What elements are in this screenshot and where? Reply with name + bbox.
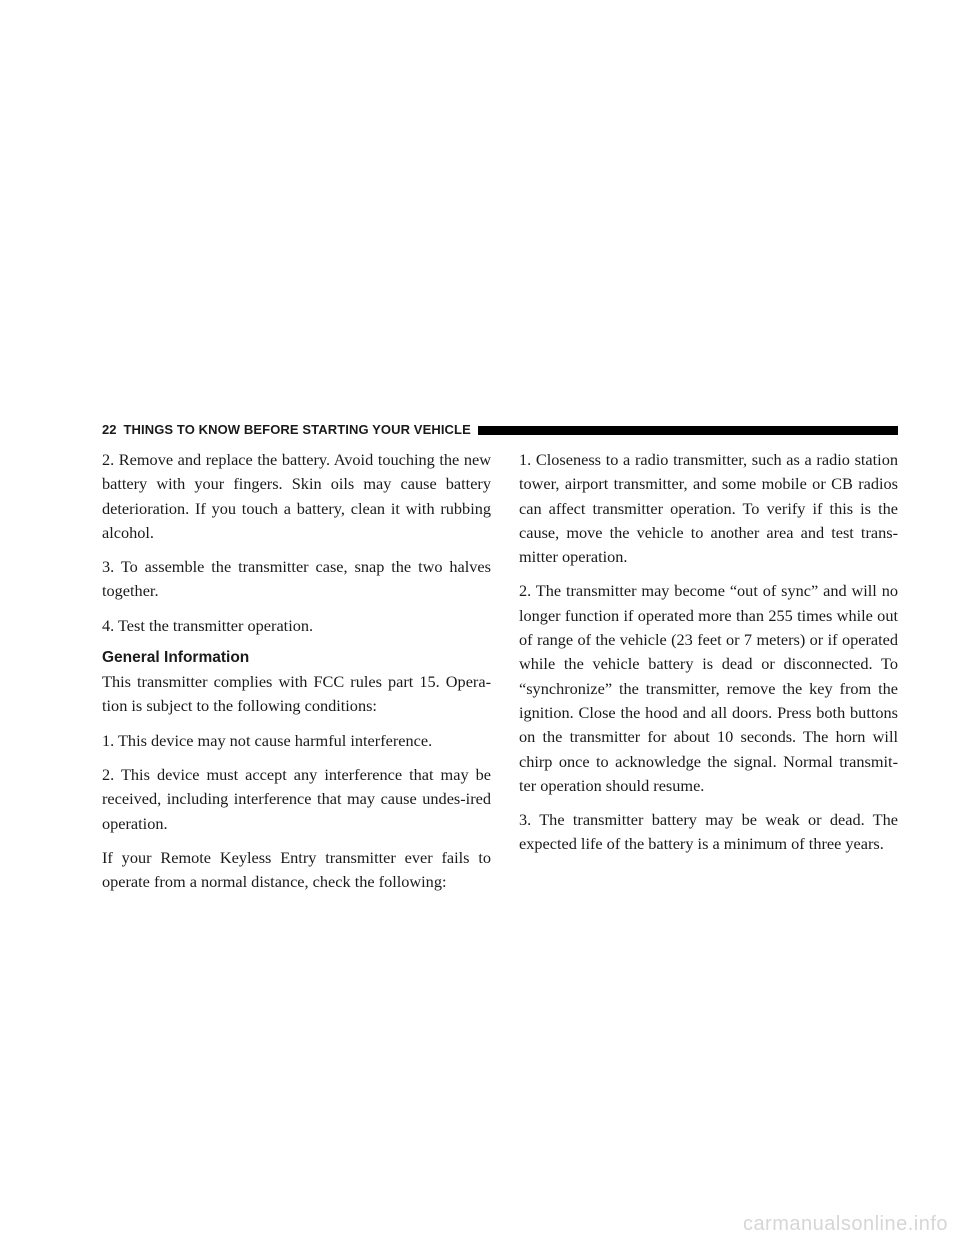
paragraph-radio-closeness: 1. Closeness to a radio transmitter, such as a radio station tower, airport transmitter, and some mobile or CB radios can affect transmitter operation. To verify if this is the cause, move the vehicle to another area and test trans-mitter operation. <box>519 450 898 567</box>
paragraph-test-operation: 4. Test the transmitter operation. <box>102 615 314 635</box>
right-column <box>519 448 898 867</box>
paragraph-battery-weak: 3. The transmitter battery may be weak or dead. The expected life of the battery is a minimum of three years. <box>519 810 898 854</box>
watermark: carmanualsonline.info <box>742 1213 948 1235</box>
paragraph-assemble-case: 3. To assemble the transmitter case, snap the two halves together. <box>102 557 491 601</box>
left-column <box>102 448 491 904</box>
paragraph-replace-battery: 2. Remove and replace the battery. Avoid touching the new battery with your fingers. Skin oils may cause battery deterioration. If you touch a battery, clean it with rubbing alcohol. <box>102 450 491 542</box>
header-rule <box>478 426 898 435</box>
paragraph-condition-1: 1. This device may not cause harmful interference. <box>102 730 433 750</box>
paragraph-out-of-sync: 2. The transmitter may become “out of sync” and will no longer function if operated more than 255 times while out of range of the vehicle (23 feet or 7 meters) or if operated while the vehicle battery is dead or disconnected. To “synchronize” the transmitter, remove the key from the ignition. Close the hood and all doors. Press both buttons on the transmitter for about 10 seconds. The horn will chirp once to acknowledge the signal. Normal transmit-ter operation should resume. <box>519 581 898 795</box>
paragraph-check-following: If your Remote Keyless Entry transmitter ever fails to operate from a normal distance, check the following: <box>102 847 491 892</box>
section-title: THINGS TO KNOW BEFORE STARTING YOUR VEHICLE <box>123 421 471 437</box>
heading-general-information: General Information <box>102 649 250 667</box>
page-number: 22 <box>102 421 117 437</box>
page-header <box>102 420 898 438</box>
paragraph-fcc-compliance: This transmitter complies with FCC rules part 15. Opera-tion is subject to the following conditions: <box>102 672 491 716</box>
paragraph-condition-2: 2. This device must accept any interference that may be received, including interference that may cause undes-ired operation. <box>102 764 491 833</box>
